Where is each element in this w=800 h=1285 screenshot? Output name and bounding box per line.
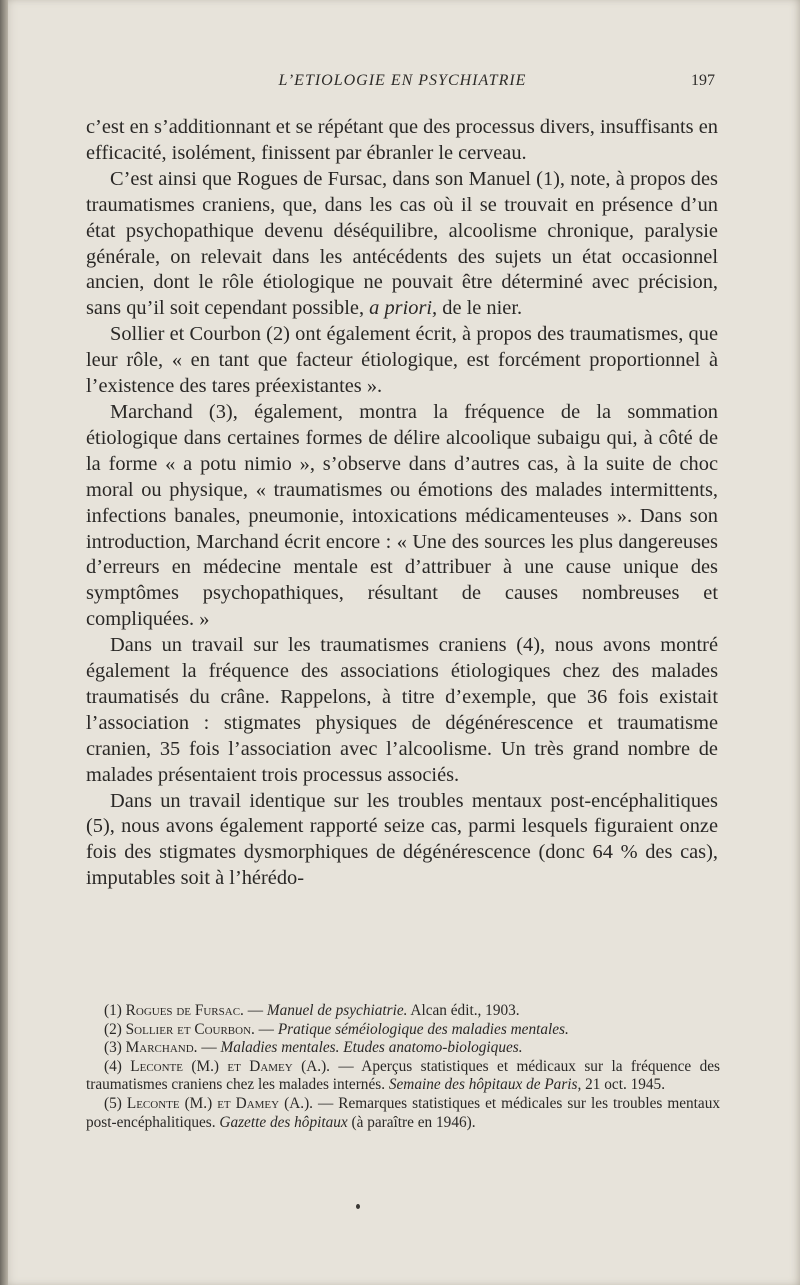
- paragraph-2: [86, 167, 718, 322]
- footnote-author: Sollier et Courbon.: [125, 1020, 255, 1038]
- body-text: [86, 115, 718, 892]
- running-title: L’ETIOLOGIE EN PSYCHIATRIE: [278, 72, 527, 89]
- footnote: [86, 1058, 720, 1095]
- paragraph-2-text-a: C’est ainsi que Rogues de Fursac, dans son Manuel (1), note, à propos des traumatismes craniens, que, dans les cas où il se trouvait en présence d’un état psychopathique devenu déséquilibre, alcoolisme chronique, paralysie générale, on relevait dans les antécédents des sujets un état occasionnel ancien, dont le rôle étiologique ne pouvait être déterminé avec précision, sans qu’il soit cependant possible,: [86, 167, 718, 320]
- footnote-author: Marchand.: [125, 1039, 198, 1057]
- footnote: [86, 1002, 720, 1021]
- paragraph-5: Dans un travail sur les traumatismes craniens (4), nous avons montré également la fréquence des associations étiologiques chez des malades traumatisés du crâne. Rappelons, à titre d’exemple, que 36 fois existait l’association : stigmates physiques de dégénérescence et traumatisme cranien, 35 fois l’association avec l’alcoolisme. Un très grand nombre de malades présentaient trois processus associés.: [86, 634, 718, 786]
- footnote-text: Alcan édit., 1903.: [407, 1002, 520, 1019]
- footnote-title: Manuel de psychiatrie.: [266, 1002, 408, 1019]
- footnote-text: 21 oct. 1945.: [581, 1076, 666, 1094]
- footnote-text: — Remarques statistiques et médicales sur les troubles mentaux post-encéphalitiques.: [86, 1094, 720, 1131]
- footnote-text: —: [254, 1020, 278, 1038]
- footnote-number: (4): [104, 1057, 122, 1075]
- footnote-author: Leconte (M.) et Damey (A.).: [130, 1057, 330, 1075]
- footnotes: [86, 1002, 720, 1132]
- footnote-text: (à paraître en 1946).: [347, 1113, 476, 1131]
- paragraph-2-text-b: de le nier.: [437, 297, 523, 320]
- footnote-number: (2): [104, 1020, 122, 1038]
- page-number: 197: [691, 72, 715, 89]
- footnote-title: Gazette des hôpitaux: [219, 1113, 348, 1131]
- paragraph-6: Dans un travail identique sur les troubles mentaux post-encéphalitiques (5), nous avons également rapporté seize cas, parmi lesquels figuraient onze fois des stigmates dysmorphiques de dégénérescence (donc 64 % des cas), imputables soit à l’hérédo-: [86, 789, 718, 890]
- footnote-number: (1): [104, 1002, 122, 1019]
- page-header: [90, 72, 715, 96]
- footnote: [86, 1039, 720, 1058]
- page-gutter-shadow: [0, 0, 8, 1285]
- ink-speck: [356, 1204, 360, 1209]
- paragraph-4: Marchand (3), également, montra la fréquence de la sommation étiologique dans certaines formes de délire alcoolique subaigu qui, à côté de la forme « a potu nimio », s’observe dans d’autres cas, à la suite de choc moral ou physique, « traumatismes ou émotions des malades intermittents, infections banales, pneumonie, intoxications médicamenteuses ». Dans son introduction, Marchand écrit encore : « Une des sources les plus dangereuses d’erreurs en médecine mentale est d’attribuer à une cause unique des symptômes psychopathiques, résultant de causes nombreuses et compliquées. »: [86, 400, 718, 631]
- footnote-author: Rogues de Fursac.: [125, 1002, 244, 1019]
- footnote-title: Semaine des hôpitaux de Paris,: [388, 1076, 582, 1094]
- footnote-number: (3): [104, 1039, 122, 1057]
- footnote: [86, 1021, 720, 1040]
- paragraph-2-italic: a priori,: [369, 297, 438, 320]
- footnote-text: —: [197, 1039, 221, 1057]
- footnote-text: — Aperçus statistiques et médicaux sur la fréquence des traumatismes craniens chez les malades internés.: [86, 1057, 720, 1094]
- footnote-text: —: [243, 1002, 267, 1019]
- footnote-number: (5): [104, 1094, 122, 1112]
- paragraph-3: Sollier et Courbon (2) ont également écrit, à propos des traumatismes, que leur rôle, « en tant que facteur étiologique, est forcément proportionnel à l’existence des tares préexistantes ».: [86, 323, 718, 398]
- paragraph-1: c’est en s’additionnant et se répétant que des processus divers, insuffisants en efficacité, isolément, finissent par ébranler le cerveau.: [86, 116, 718, 164]
- footnote-title: Pratique séméiologique des maladies mentales.: [277, 1020, 569, 1038]
- footnote-author: Leconte (M.) et Damey (A.).: [126, 1094, 313, 1112]
- footnote-title: Maladies mentales. Etudes anatomo-biologiques.: [220, 1039, 523, 1057]
- footnote: [86, 1095, 720, 1132]
